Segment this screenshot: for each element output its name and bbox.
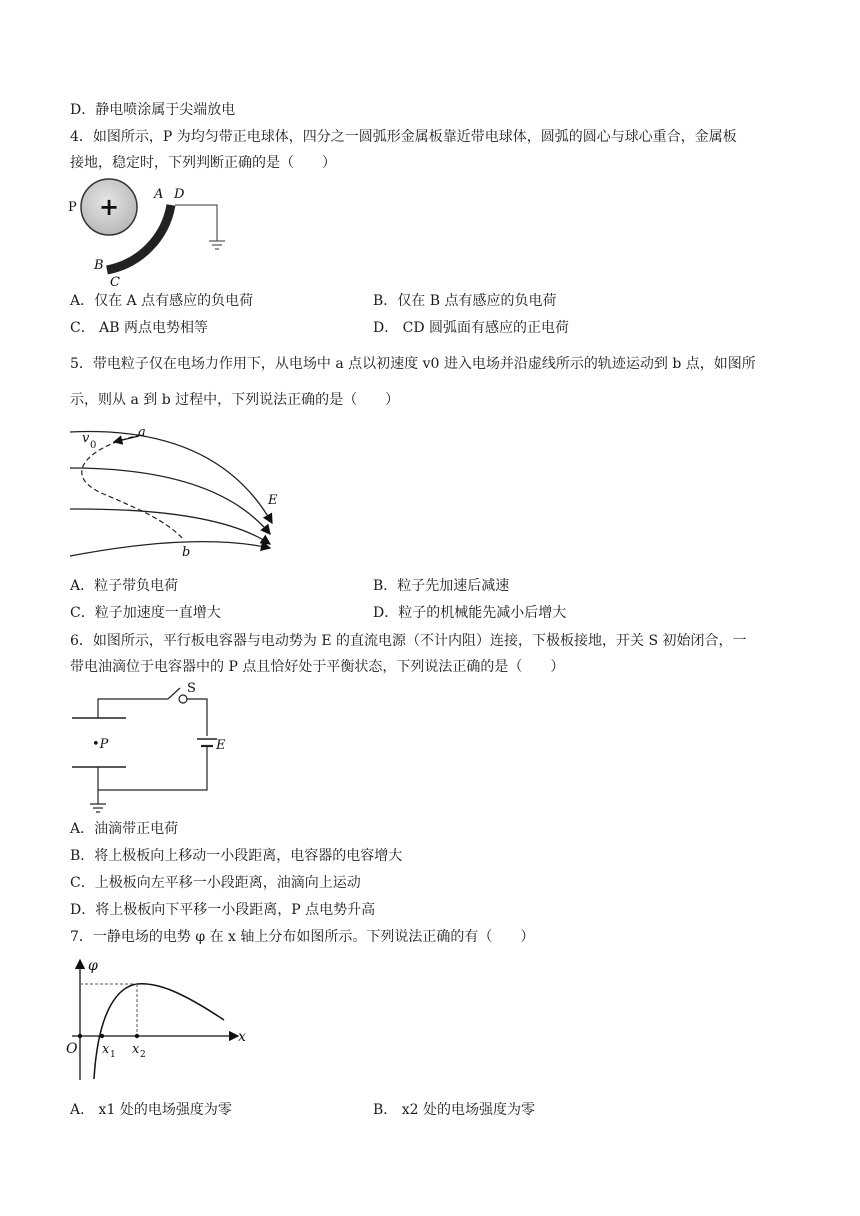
- q5-stem-line2: 示，则从 a 到 b 过程中，下列说法正确的是（ ）: [70, 392, 400, 408]
- q7-figure: [62, 952, 262, 1084]
- sphere-plus-sign: +: [98, 193, 120, 221]
- q4-option-c[interactable]: C． AB 两点电势相等: [70, 320, 209, 336]
- q5-option-d[interactable]: D．粒子的机械能先减小后增大: [373, 605, 567, 621]
- q6-option-a[interactable]: A．油滴带正电荷: [70, 821, 179, 837]
- q4-stem-line1: 4．如图所示，P 为均匀带正电球体，四分之一圆弧形金属板靠近带电球体，圆弧的圆心与球心重合，金属板: [70, 129, 737, 145]
- label-x1: x: [102, 1042, 110, 1057]
- point-x2: [135, 1034, 139, 1038]
- label-v: v: [82, 431, 90, 446]
- q6-figure: [70, 680, 240, 815]
- q5-figure: [66, 420, 286, 565]
- q7-option-b[interactable]: B． x2 处的电场强度为零: [373, 1102, 535, 1118]
- q6-option-d[interactable]: D．将上极板向下平移一小段距离，P 点电势升高: [70, 902, 376, 918]
- label-a: A: [154, 187, 164, 202]
- q5-option-b[interactable]: B．粒子先加速后减速: [373, 578, 510, 594]
- particle-trajectory: [82, 435, 184, 540]
- q4-option-a[interactable]: A．仅在 A 点有感应的负电荷: [70, 293, 254, 309]
- q6-stem-line2: 带电油滴位于电容器中的 P 点且恰好处于平衡状态，下列说法正确的是（ ）: [70, 659, 565, 675]
- q4-option-d[interactable]: D． CD 圆弧面有感应的正电荷: [373, 320, 570, 336]
- label-p: P: [68, 200, 77, 215]
- switch-blade: [168, 688, 180, 699]
- q6-option-b[interactable]: B．将上极板向上移动一小段距离，电容器的电容增大: [70, 848, 403, 864]
- label-b: B: [94, 258, 104, 273]
- q6-stem-line1: 6．如图所示，平行板电容器与电动势为 E 的直流电源（不计内阻）连接，下极板接地，开关 S 初始闭合，一: [70, 633, 747, 649]
- q6-option-c[interactable]: C．上极板向左平移一小段距离，油滴向上运动: [70, 875, 361, 891]
- label-v-sub: 0: [90, 440, 97, 451]
- q5-stem-line1: 5．带电粒子仅在电场力作用下，从电场中 a 点以初速度 v0 进入电场并沿虚线所示的轨迹运动到 b 点，如图所: [70, 356, 756, 372]
- point-x1: [100, 1034, 104, 1038]
- label-x-axis: x: [238, 1029, 246, 1045]
- switch-contact: [179, 695, 187, 703]
- point-origin: [78, 1034, 82, 1038]
- label-x1-sub: 1: [110, 1050, 116, 1060]
- q7-option-a[interactable]: A． x1 处的电场强度为零: [70, 1102, 232, 1118]
- potential-curve: [94, 984, 224, 1079]
- q5-option-a[interactable]: A．粒子带负电荷: [70, 578, 179, 594]
- label-x2-sub: 2: [140, 1050, 146, 1060]
- q4-stem-line2: 接地，稳定时，下列判断正确的是（ ）: [70, 155, 336, 171]
- label-s: S: [187, 681, 196, 696]
- label-c: C: [110, 275, 120, 290]
- label-origin: O: [66, 1041, 78, 1057]
- label-d: D: [174, 187, 185, 202]
- field-line-2: [70, 468, 270, 534]
- field-line-3: [70, 509, 270, 544]
- label-b: b: [182, 545, 191, 560]
- label-p: •P: [92, 737, 109, 752]
- q4-figure: [64, 178, 244, 290]
- q5-option-c[interactable]: C．粒子加速度一直增大: [70, 605, 221, 621]
- q3-option-d: D．静电喷涂属于尖端放电: [70, 102, 236, 118]
- label-e: E: [268, 493, 278, 508]
- ground-wire: [175, 205, 217, 241]
- q7-stem: 7．一静电场的电势 φ 在 x 轴上分布如图所示。下列说法正确的有（ ）: [70, 929, 535, 945]
- label-x2: x: [132, 1042, 140, 1057]
- label-phi: φ: [88, 958, 98, 974]
- label-a: a: [138, 425, 146, 440]
- q4-option-b[interactable]: B．仅在 B 点有感应的负电荷: [373, 293, 557, 309]
- label-e: E: [216, 738, 226, 753]
- field-line-4: [70, 542, 270, 556]
- v0-arrow: [114, 436, 139, 442]
